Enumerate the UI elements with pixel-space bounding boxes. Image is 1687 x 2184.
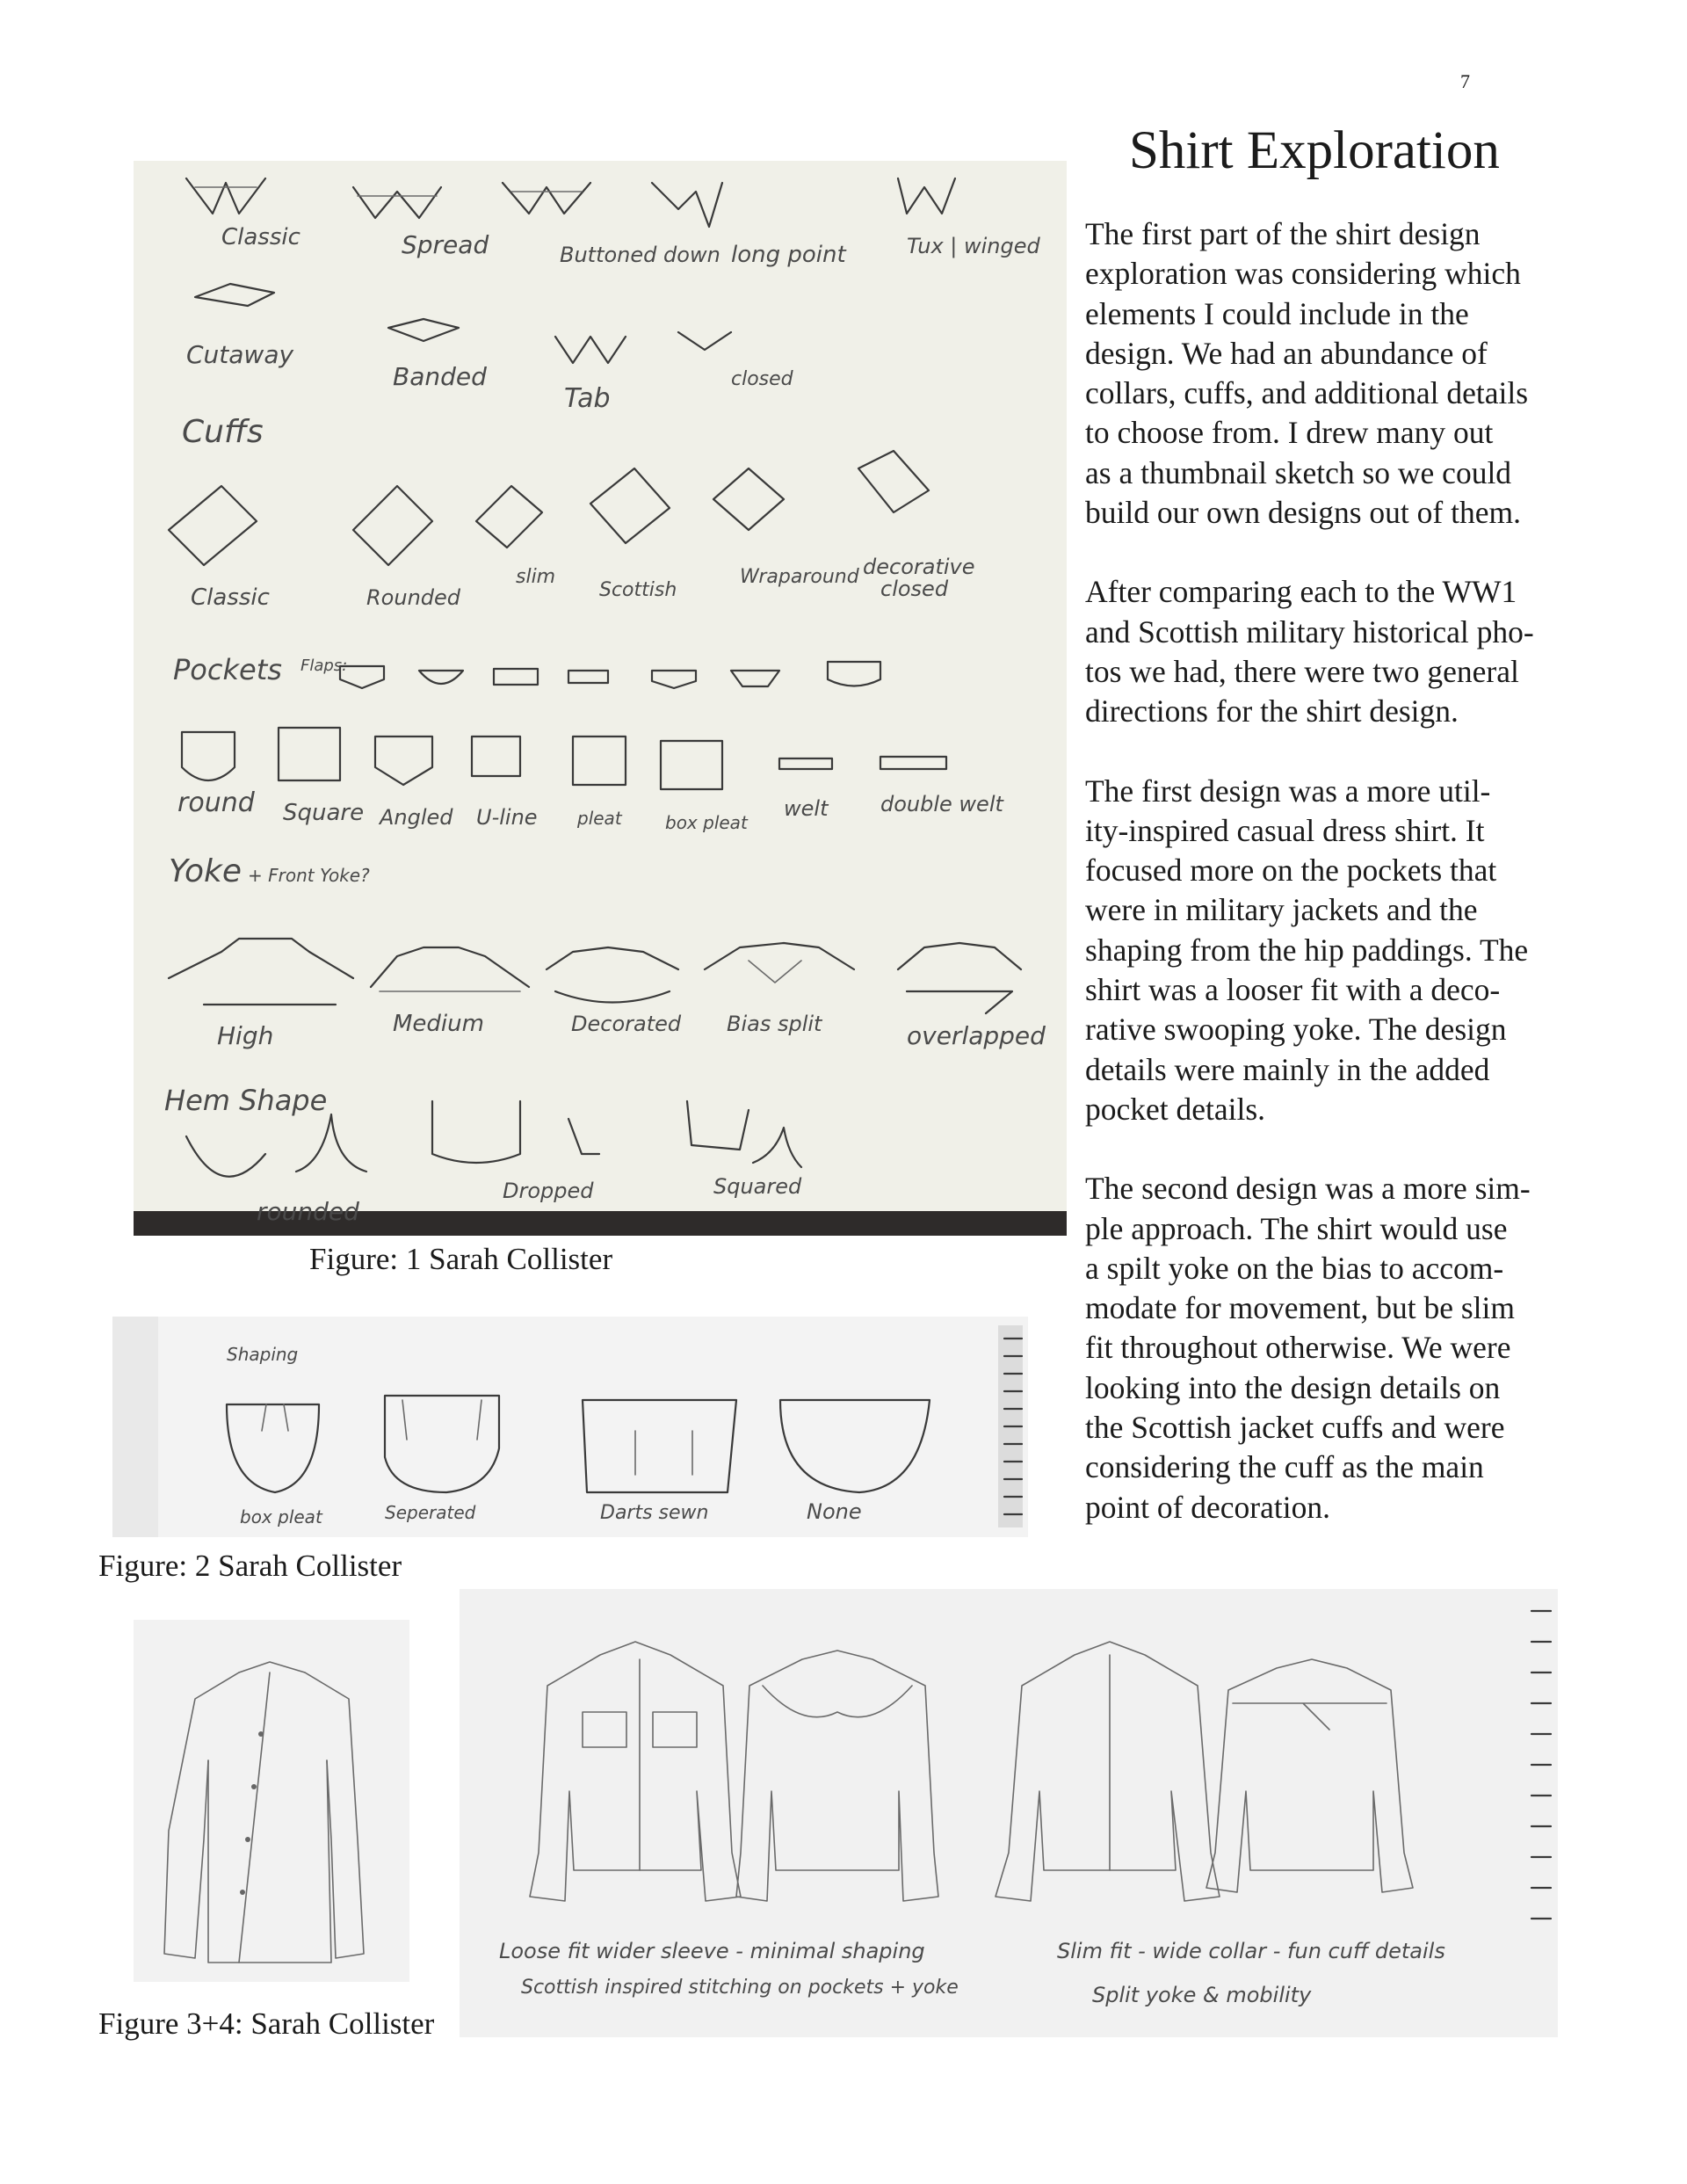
cuff-label-scottish: Scottish: [599, 579, 677, 601]
shaping-label-box-pleat: box pleat: [240, 1506, 322, 1527]
pocket-label-pleat: pleat: [577, 808, 622, 829]
design-1-note-line-2: Scottish inspired stitching on pockets + yoke: [521, 1977, 959, 1999]
pocket-label-u-line: U-line: [476, 805, 538, 830]
shaping-label-darts-sewn: Darts sewn: [600, 1502, 709, 1524]
hem-heading: Hem Shape: [164, 1084, 328, 1117]
pocket-label-square: Square: [283, 800, 365, 826]
paragraph-3: The first design was a more util- ity-inspired casual dress shirt. It focused more on the pockets that were in military jackets and the shaping from the hip paddings. The shirt was a looser fit with a deco- rative swooping yoke. The design details were mainly in the added pocket details.: [1085, 773, 1529, 1127]
figure-3-4-caption: Figure 3+4: Sarah Collister: [98, 2006, 435, 2041]
page-title: Shirt Exploration: [1129, 121, 1500, 180]
yoke-label-bias-split: Bias split: [727, 1012, 822, 1036]
design-1-note-line-1: Loose fit wider sleeve - minimal shaping: [499, 1939, 925, 1963]
design-2-note-line-1: Slim fit - wide collar - fun cuff details: [1057, 1939, 1445, 1963]
collar-label-classic: Classic: [221, 224, 300, 250]
page-number: 7: [1460, 70, 1470, 92]
figure-1-sketch-photo: [134, 161, 1067, 1236]
shaping-heading: Shaping: [227, 1344, 299, 1365]
figure-2-caption: Figure: 2 Sarah Collister: [98, 1549, 402, 1583]
figure-3-shirt-sketch: [134, 1620, 409, 1982]
cuff-label-classic: Classic: [191, 584, 270, 611]
flaps-label: Flaps:: [300, 657, 348, 675]
paragraph-4: The second design was a more sim- ple approach. The shirt would use a spilt yoke on the bias to accom- modate for movement, but be slim fit throughout otherwise. We were looking into the design details on the Scottish jacket cuffs and were considering the cuff as the main point of decoration.: [1085, 1171, 1531, 1525]
cuff-label-closed: closed: [880, 577, 949, 601]
collar-label-tab: Tab: [564, 383, 611, 414]
design-2-note-line-2: Split yoke & mobility: [1092, 1983, 1312, 2007]
collar-label-buttoned-down: Buttoned down: [560, 243, 720, 267]
cuff-label-decorative: decorative: [863, 555, 975, 579]
collar-label-banded: Banded: [393, 362, 487, 391]
yoke-note: + Front Yoke?: [248, 865, 370, 886]
shaping-label-none: None: [807, 1499, 862, 1524]
yoke-label-decorated: Decorated: [571, 1012, 682, 1036]
paragraph-2: After comparing each to the WW1 and Scottish military historical pho- tos we had, there were two general directions for the shirt design.: [1085, 574, 1534, 729]
pockets-heading: Pockets: [173, 653, 282, 686]
pocket-label-angled: Angled: [380, 805, 453, 830]
cuff-label-slim: slim: [516, 566, 556, 588]
collar-label-cutaway: Cutaway: [186, 340, 294, 369]
yoke-label-overlapped: overlapped: [907, 1021, 1046, 1050]
body-text: [1085, 214, 1567, 1567]
notebook-spiral: [998, 1325, 1023, 1527]
pocket-label-double-welt: double welt: [880, 792, 1003, 816]
collar-label-closed: closed: [731, 368, 793, 390]
collar-label-spread: Spread: [402, 230, 489, 259]
cuffs-heading: Cuffs: [182, 414, 264, 450]
pocket-label-welt: welt: [784, 796, 829, 821]
figure-2-sketch-photo: [112, 1317, 1028, 1537]
figure-4-shirt-designs: [460, 1589, 1558, 2037]
yoke-heading: Yoke: [169, 853, 243, 889]
hem-label-rounded: rounded: [257, 1197, 359, 1226]
shaping-label-seperated: Seperated: [385, 1502, 476, 1523]
collar-label-long-point: long point: [731, 242, 846, 268]
hem-label-dropped: Dropped: [503, 1179, 594, 1203]
pocket-label-round: round: [177, 787, 255, 818]
paragraph-1: The first part of the shirt design exploration was considering which elements I could include in the design. We had an abundance of collars, cuffs, and additional details to choose from. I drew many out as a thumbnail sketch so we could build our own designs out of them.: [1085, 216, 1529, 531]
yoke-label-high: High: [217, 1021, 274, 1050]
hem-label-squared: Squared: [713, 1174, 802, 1199]
collar-label-tux: Tux | winged: [907, 234, 1040, 258]
yoke-label-medium: Medium: [393, 1011, 484, 1037]
cuff-label-rounded: Rounded: [366, 585, 461, 610]
pocket-label-box-pleat: box pleat: [665, 812, 748, 833]
cuff-label-wraparound: Wraparound: [740, 566, 859, 588]
figure-1-caption: Figure: 1 Sarah Collister: [309, 1242, 613, 1276]
